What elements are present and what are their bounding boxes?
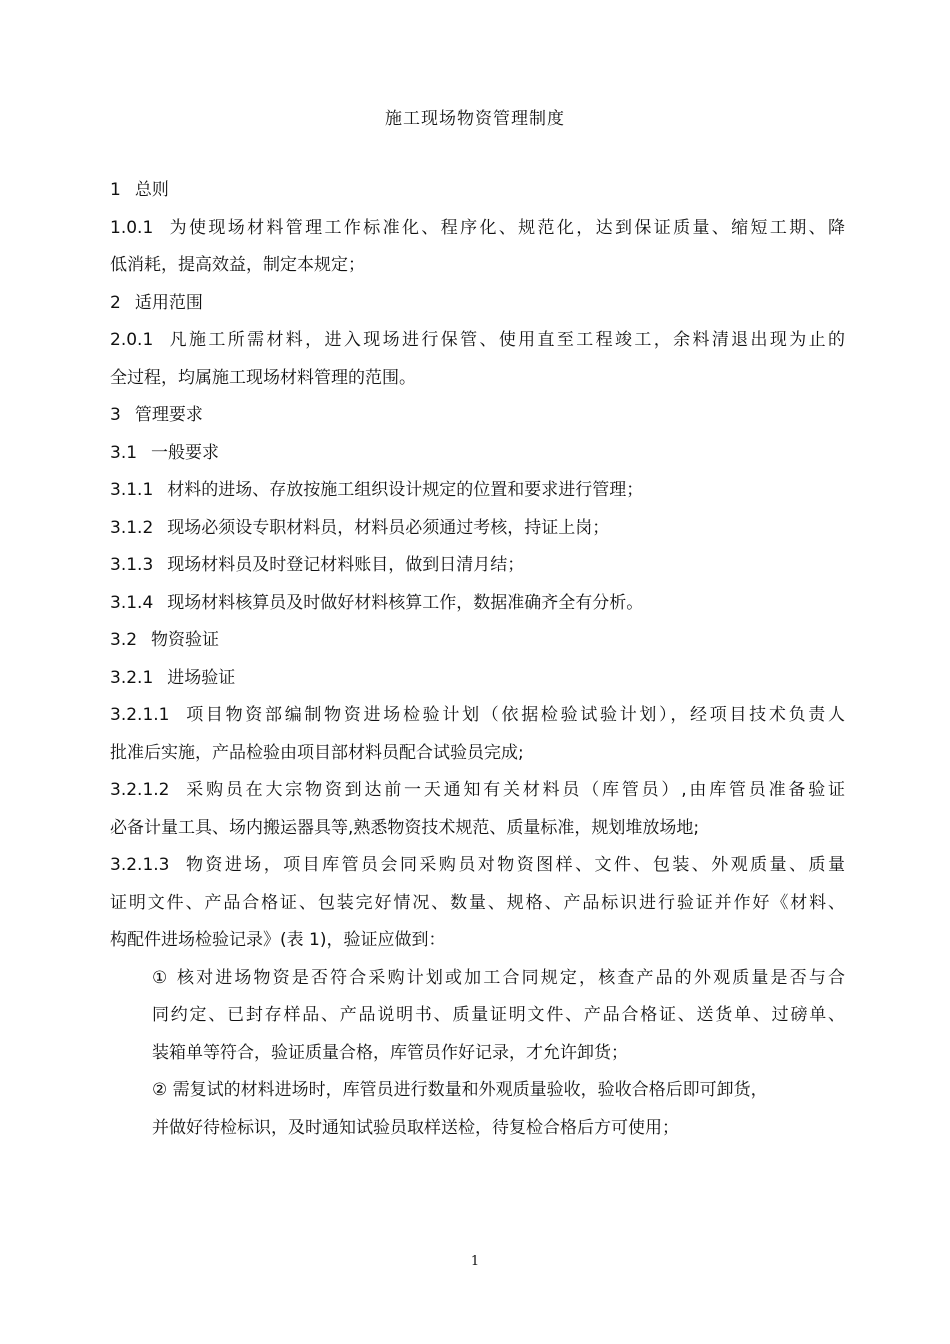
text-line xyxy=(110,397,845,435)
text-line xyxy=(110,1072,845,1110)
text-line xyxy=(110,585,845,623)
clause-text: 为使现场材料管理工作标准化、程序化、规范化，达到保证质量、缩短工期、降 xyxy=(167,217,845,238)
text-line xyxy=(110,1035,845,1073)
text-line xyxy=(110,472,845,510)
clause-number: 2 xyxy=(110,292,121,313)
text-line xyxy=(110,247,845,285)
text-line xyxy=(110,622,845,660)
clause-number: 3 xyxy=(110,405,121,425)
clause-text: 低消耗，提高效益，制定本规定； xyxy=(110,255,365,275)
clause-text: 物资进场，项目库管员会同采购员对物资图样、文件、包装、外观质量、质量 xyxy=(183,855,845,875)
clause-number: 3.2 xyxy=(110,630,138,650)
clause-text: 一般要求 xyxy=(151,442,220,463)
clause-text: 项目物资部编制物资进场检验计划（依据检验试验计划），经项目技术负责人 xyxy=(183,705,845,725)
text-line xyxy=(110,885,845,923)
clause-number: 3.1.4 xyxy=(110,592,154,613)
clause-text: 进场验证 xyxy=(167,667,236,688)
clause-text: 并做好待检标识，及时通知试验员取样送检，待复检合格后方可使用； xyxy=(152,1117,679,1138)
clause-text: 批准后实施，产品检验由项目部材料员配合试验员完成; xyxy=(110,742,524,763)
text-line xyxy=(110,1110,845,1148)
text-line xyxy=(110,960,845,998)
clause-text: 材料的进场、存放按施工组织设计规定的位置和要求进行管理； xyxy=(167,480,644,500)
clause-text: 证明文件、产品合格证、包装完好情况、数量、规格、产品标识进行验证并作好《材料、 xyxy=(110,892,845,913)
clause-number: 3.2.1.1 xyxy=(110,705,170,725)
text-line xyxy=(110,997,845,1035)
text-line xyxy=(110,922,845,960)
text-line xyxy=(110,285,845,323)
clause-number: 2.0.1 xyxy=(110,330,154,350)
clause-text: 构配件进场检验记录》(表 1)，验证应做到： xyxy=(110,930,446,950)
text-line xyxy=(110,810,845,848)
text-line xyxy=(110,210,845,248)
text-line xyxy=(110,697,845,735)
clause-number: 3.1 xyxy=(110,442,138,463)
text-line xyxy=(110,322,845,360)
clause-text: 现场材料员及时登记材料账目，做到日清月结； xyxy=(167,555,525,575)
clause-number: 3.1.1 xyxy=(110,480,154,500)
clause-text: 现场必须设专职材料员，材料员必须通过考核，持证上岗； xyxy=(167,517,610,538)
text-line xyxy=(110,435,845,473)
clause-number: 1 xyxy=(110,180,121,200)
text-line xyxy=(110,660,845,698)
clause-text: 凡施工所需材料，进入现场进行保管、使用直至工程竣工，余料清退出现为止的 xyxy=(167,330,845,350)
clause-text: ① 核对进场物资是否符合采购计划或加工合同规定，核查产品的外观质量是否与合 xyxy=(152,967,845,988)
clause-text: 总则 xyxy=(134,180,169,200)
clause-number: 3.1.2 xyxy=(110,517,154,538)
clause-text: 物资验证 xyxy=(151,630,220,650)
clause-text: 采购员在大宗物资到达前一天通知有关材料员（库管员）,由库管员准备验证 xyxy=(183,780,845,800)
text-line xyxy=(110,172,845,210)
clause-number: 3.1.3 xyxy=(110,555,154,575)
clause-text: 同约定、已封存样品、产品说明书、质量证明文件、产品合格证、送货单、过磅单、 xyxy=(152,1005,845,1025)
clause-text: 必备计量工具、场内搬运器具等,熟悉物资技术规范、质量标准，规划堆放场地; xyxy=(110,817,700,838)
clause-text: 装箱单等符合，验证质量合格，库管员作好记录，才允许卸货； xyxy=(152,1042,628,1063)
text-line xyxy=(110,847,845,885)
clause-number: 1.0.1 xyxy=(110,217,154,238)
clause-number: 3.2.1 xyxy=(110,667,154,688)
text-line xyxy=(110,772,845,810)
clause-text: ② 需复试的材料进场时，库管员进行数量和外观质量验收，验收合格后即可卸货， xyxy=(152,1080,768,1100)
clause-text: 管理要求 xyxy=(134,405,203,425)
text-line xyxy=(110,735,845,773)
clause-text: 适用范围 xyxy=(134,292,203,313)
clause-text: 全过程，均属施工现场材料管理的范围。 xyxy=(110,367,416,388)
page-title: 施工现场物资管理制度 xyxy=(385,109,565,129)
clause-number: 3.2.1.3 xyxy=(110,855,170,875)
text-line xyxy=(110,547,845,585)
text-line xyxy=(110,360,845,398)
document-body xyxy=(110,172,845,1147)
page-number: 1 xyxy=(470,1254,480,1269)
text-line xyxy=(110,510,845,548)
clause-number: 3.2.1.2 xyxy=(110,780,170,800)
clause-text: 现场材料核算员及时做好材料核算工作，数据准确齐全有分析。 xyxy=(167,592,644,613)
